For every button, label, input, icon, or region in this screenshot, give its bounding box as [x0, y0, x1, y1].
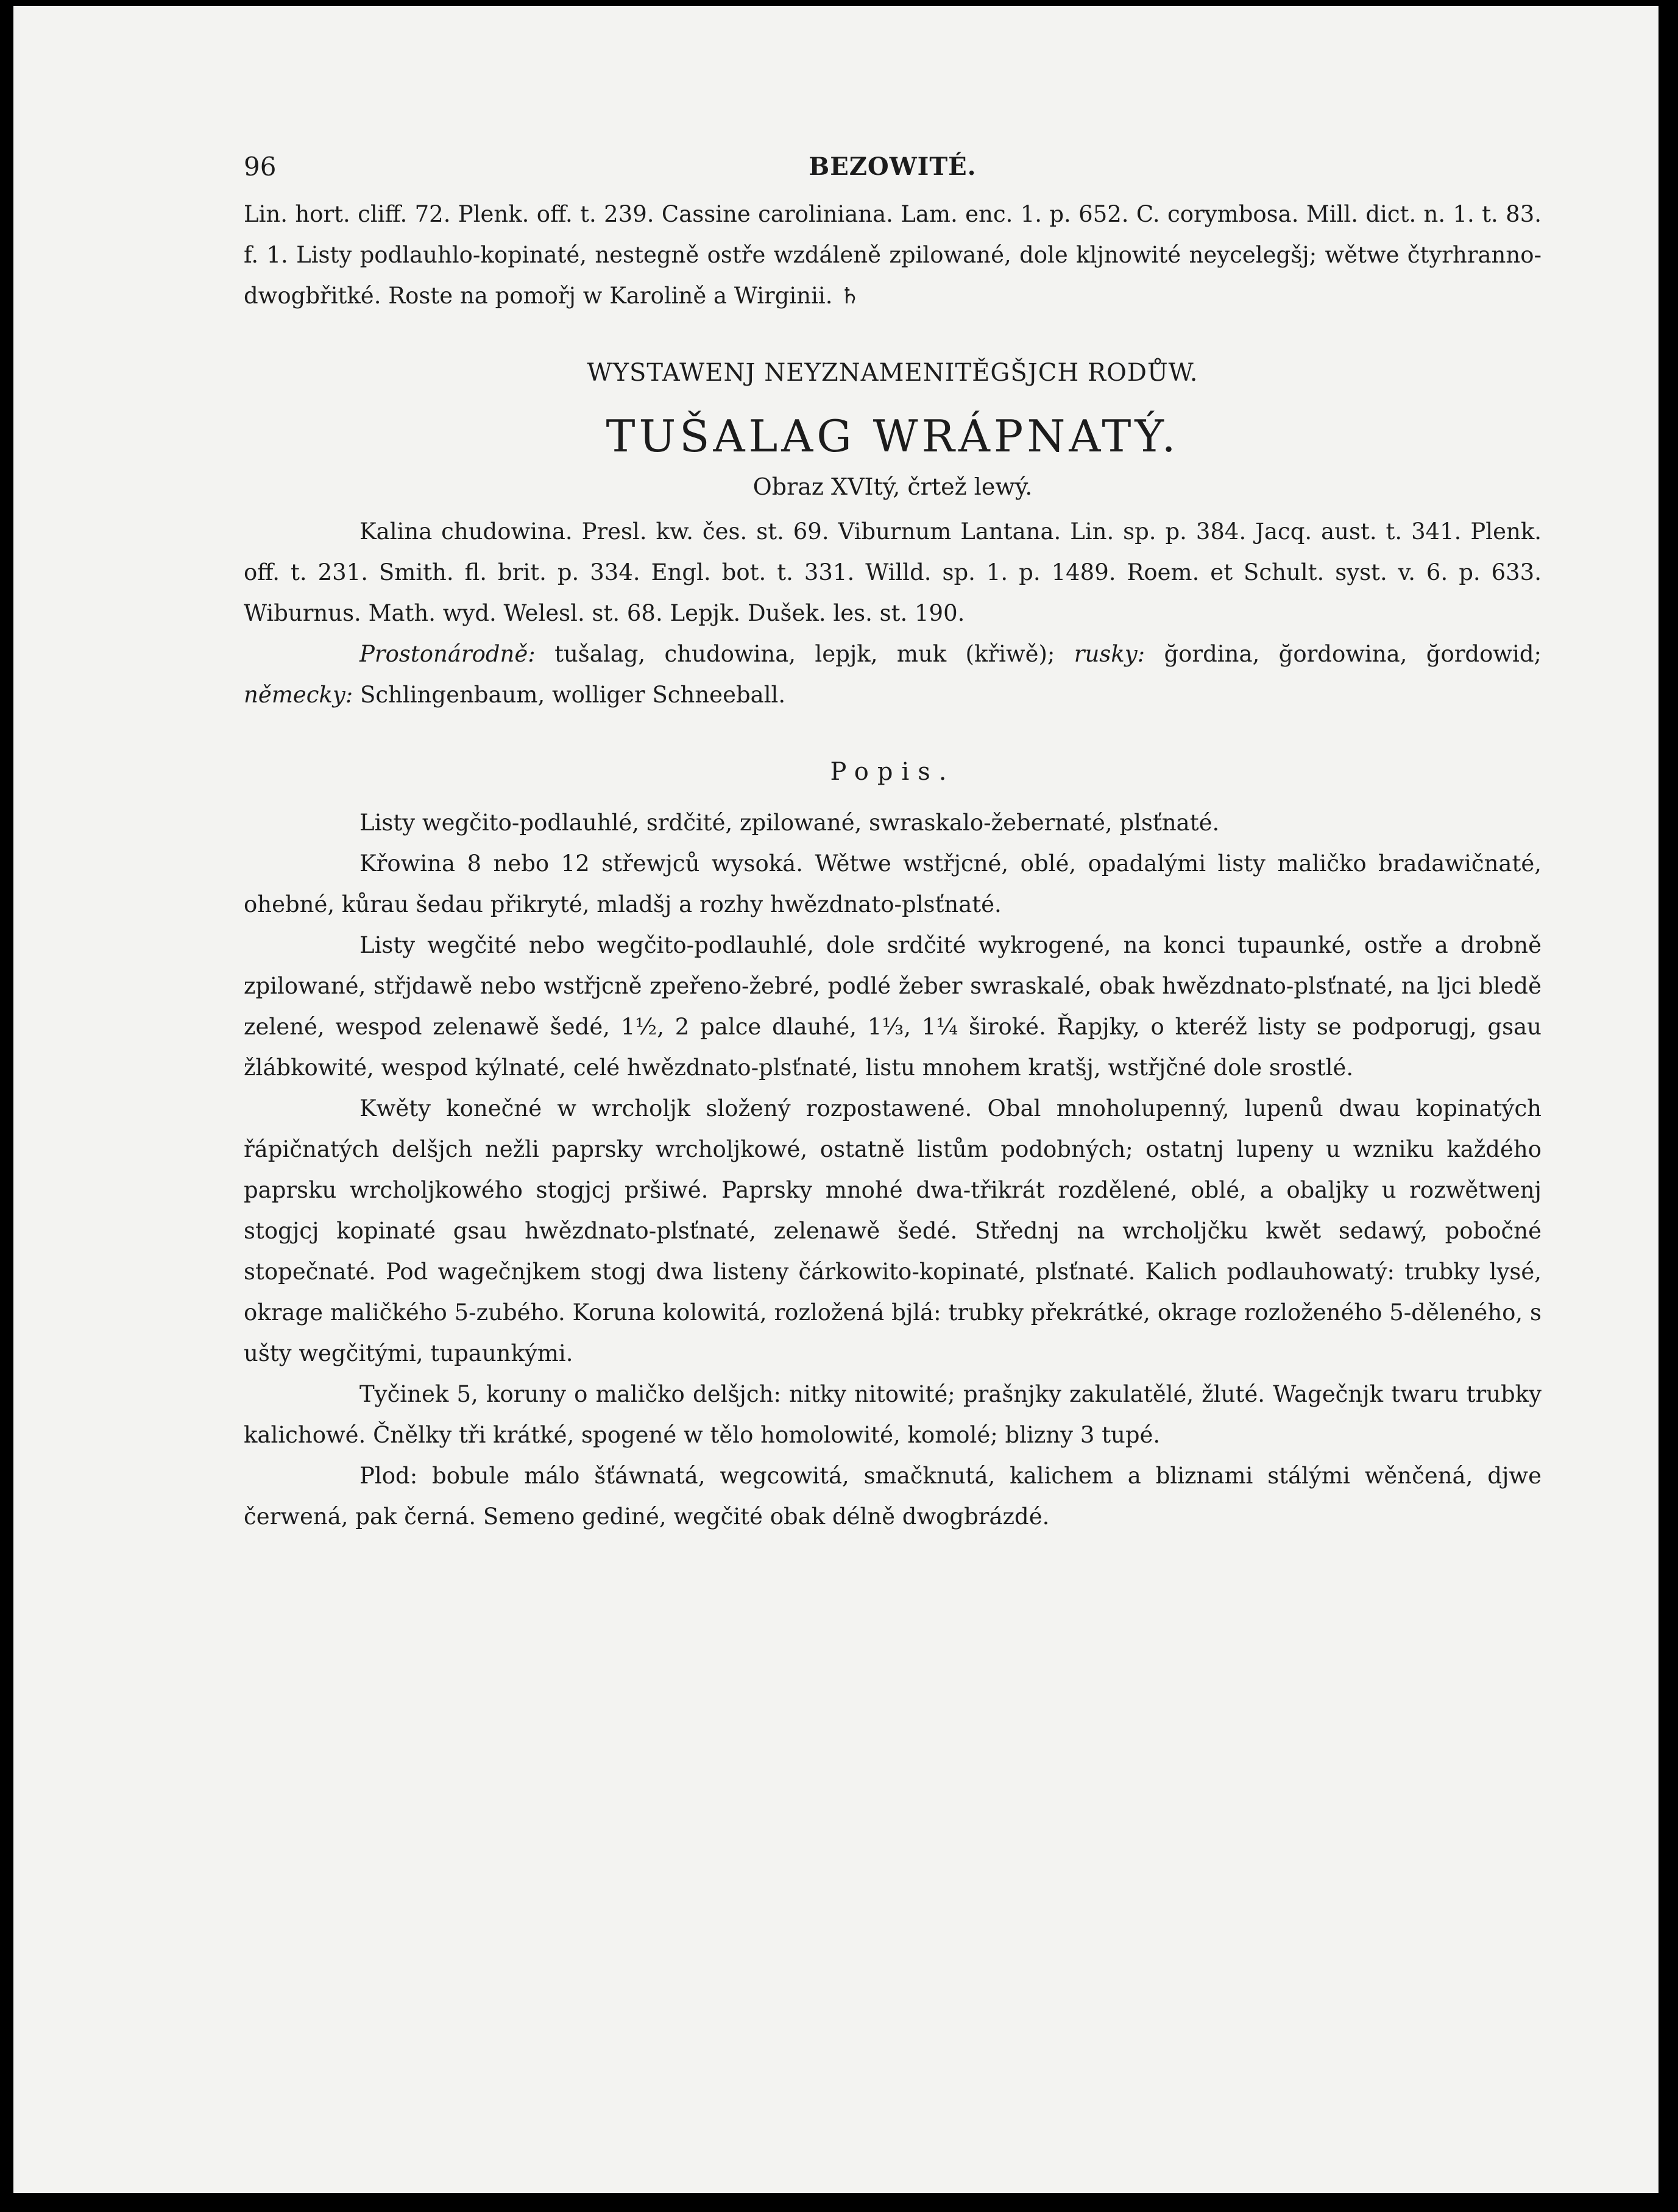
description-paragraph: Plod: bobule málo šťáwnatá, wegcowitá, smačknutá, kalichem a bliznami stálými wěnčená, djwe čerwená, pak černá. Semeno gediné, wegčité obak délně dwogbrázdé. [244, 1463, 1542, 1530]
folk-names-text: tušalag, chudowina, lepjk, muk (křiwě); [554, 641, 1055, 667]
page-header [244, 146, 1542, 189]
synonyms-paragraph: Kalina chudowina. Presl. kw. čes. st. 69. Viburnum Lantana. Lin. sp. p. 384. Jacq. aust. t. 341. Plenk. off. t. 231. Smith. fl. brit. p. 334. Engl. bot. t. 331. Willd. sp. 1. p. 1489. Roem. et Schult. syst. v. 6. p. 633. Wiburnus. Math. wyd. Welesl. st. 68. Lepjk. Dušek. les. st. 190. [244, 518, 1542, 626]
german-names: Schlingenbaum, wolliger Schneeball. [359, 682, 786, 708]
figure-reference: Obraz XVItý, črtež lewý. [752, 473, 1033, 500]
description-paragraph: Tyčinek 5, koruny o maličko delšjch: nitky nitowité; prašnjky zakulatělé, žluté. Wagečnjk twaru trubky kalichowé. Čnělky tři krátké, spogené w tělo homolowité, komolé; blizny 3 tupé. [244, 1381, 1542, 1448]
russian-label: rusky: [1074, 641, 1145, 667]
section-heading: WYSTAWENJ NEYZNAMENITĚGŠJCH RODŮW. [587, 359, 1198, 387]
russian-names: ğordina, ğordowina, ğordowid; [1164, 641, 1542, 667]
running-head: BEZOWITÉ. [809, 152, 977, 181]
description-paragraph: Listy wegčité nebo wegčito-podlauhlé, dole srdčité wykrogené, na konci tupaunké, ostře a drobně zpilowané, střjdawě nebo wstřjcně zpeřeno-žebré, podlé žeber swraskalé, obak hwězdnato-plsťnaté, na ljci bledě zelené, wespod zelenawě šedé, 1½, 2 palce dlauhé, 1⅓, 1¼ široké. Řapjky, o kteréž listy se podporugj, gsau žlábkowité, wespod kýlnaté, celé hwězdnato-plsťnaté, listu mnohem kratšj, wstřjčné dole srostlé. [244, 932, 1542, 1081]
description-heading: Popis. [830, 758, 955, 786]
text-block [244, 146, 1542, 1537]
description-paragraph: Listy wegčito-podlauhlé, srdčité, zpilowané, swraskalo-žebernaté, plsťnaté. [359, 810, 1220, 836]
book-page [13, 6, 1659, 2193]
species-title: TUŠALAG WRÁPNATÝ. [606, 411, 1180, 462]
description-paragraph: Kwěty konečné w wrcholjk složený rozpostawené. Obal mnoholupenný, lupenů dwau kopinatých řápičnatých delšjch nežli paprsky wrcholjkowé, ostatně listům podobných; ostatnj lupeny u wzniku každého paprsku wrcholjkowého stogjcj pršiwé. Paprsky mnohé dwa-třikrát rozdělené, oblé, a obaljky u rozwětwenj stogjcj kopinaté gsau hwězdnato-plsťnaté, zelenawě šedé. Střednj na wrcholjčku kwět sedawý, pobočné stopečnaté. Pod wagečnjkem stogj dwa listeny čárkowito-kopinaté, plsťnaté. Kalich podlauhowatý: trubky lysé, okrage maličkého 5-zubého. Koruna kolowitá, rozložená bjlá: trubky překrátké, okrage rozloženého 5-děleného, s ušty wegčitými, tupaunkými. [244, 1095, 1542, 1366]
german-label: německy: [244, 682, 353, 708]
description-paragraph: Křowina 8 nebo 12 střewjců wysoká. Wětwe wstřjcné, oblé, opadalými listy maličko bradawičnaté, ohebné, kůrau šedau přikryté, mladšj a rozhy hwězdnato-plsťnaté. [244, 850, 1542, 917]
continuation-paragraph: Lin. hort. cliff. 72. Plenk. off. t. 239. Cassine caroliniana. Lam. enc. 1. p. 652. C. corymbosa. Mill. dict. n. 1. t. 83. f. 1. Listy podlauhlo-kopinaté, nestegně ostře wzdáleně zpilowané, dole kljnowité neycelegšj; wětwe čtyrhranno-dwogbřitké. Roste na pomořj w Karolině a Wirginii. ♄ [244, 201, 1542, 309]
page-number: 96 [244, 152, 277, 182]
folk-names-label: Prostonárodně: [359, 641, 536, 667]
folk-names-paragraph [244, 634, 1542, 715]
